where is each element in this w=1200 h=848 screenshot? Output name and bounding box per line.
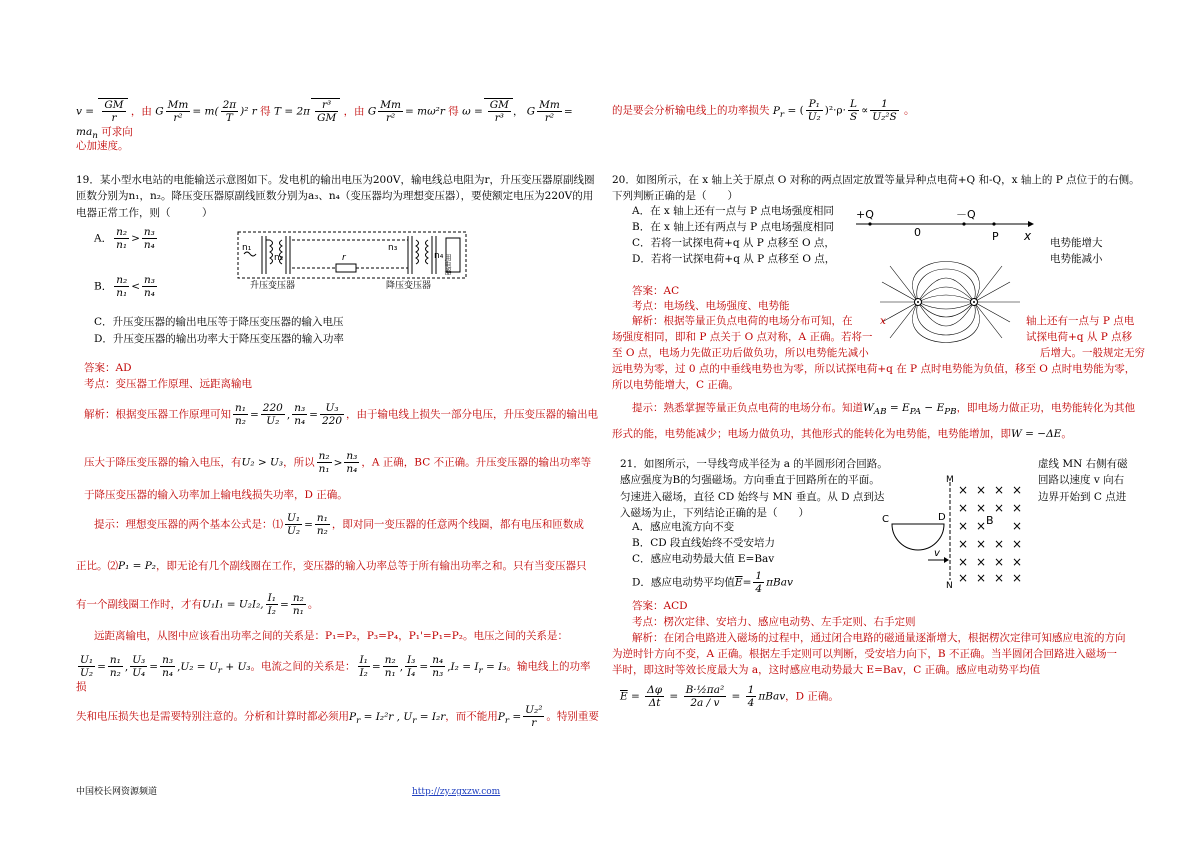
q20-tip-1: 提示：熟悉掌握等量正负点电荷的电场分布。知道$W_{AB} = E_{PA} - E_{PB}$，即电场力做正功，电势能转化为其他 [632, 402, 1136, 418]
gravity-tail: 心加速度。 [76, 140, 129, 152]
label-plus-q: +Q [856, 208, 874, 221]
q20-option-b: B．在 x 轴上还有两点与 P 点电场强度相同 [632, 221, 835, 233]
q20-analysis-1b: x [880, 315, 886, 327]
q19-analysis-2: 压大于降压变压器的输入电压，有U₂ > U₃，所以 $\frac{\text{n₂}}{\text{n₁}}$ > $\frac{\text{n₃}}{\text{n₄}}$ ，A 正确，BC 不正确。升压变压器的输出功率等 [84, 450, 592, 476]
field-lines-figure [876, 258, 1024, 346]
q20-option-d-tail: 电势能减小 [1050, 253, 1103, 265]
q21-analysis-3: 半时，即这时等效长度最大为 a，这时感应电动势最大 E=Bav，C 正确。感应电动势平均值 [612, 664, 1041, 676]
q21-option-c: C．感应电动势最大值 E=Bav [632, 553, 775, 565]
q21-stem-right: 虚线 MN 右侧有磁 回路以速度 v 向右 边界开始到 C 点进 [1038, 458, 1128, 503]
q20-analysis-4: 远电势为零，过 0 点的中垂线电势也为零，所以试探电荷+q 在 P 点时电势能为负值，移至 O 点时电势能为零， [612, 363, 1136, 375]
label-b: B [986, 514, 994, 527]
gravity-formula-line: v = $\frac{GM}{r}$ ，由 G $\frac{Mm}{\text{r²}}$ = m( $\frac{2\pi}{T}$ )² r 得 T = 2π $\frac{\text{r³}}{GM}$ ，由 G $\frac{Mm}{\text{r²}}$ = mω²r 得 ω = $\frac{GM}{\text{r³}}$ ， G $\frac{Mm}{\text{r²}}$ = $ma_n$ 可求向 [76, 99, 573, 142]
q19-far-2: $\frac{\text{U₁}}{\text{U₂}}$ = $\frac{\text{n₁}}{\text{n₂}}$ , $\frac{\text{U₃}}{\text{U₄}}$ = $\frac{\text{n₃}}{\text{n₄}}$ $,U_2 = U_r + U_3$。电流之间的关系是： $\frac{\text{I₁}}{\text{I₂}}$ = $\frac{\text{n₂}}{\text{n₁}}$ , $\frac{\text{I₃}}{\text{I₄}}$ = $\frac{\text{n₄}}{\text{n₃}}$ $,I_2 = I_r = I_3$。输电线上的功率损 [76, 654, 591, 694]
q20-tip-2: 形式的能，电势能减少；电场力做负功，其他形式的能转化为电势能，电势能增加，即W = −ΔE。 [612, 428, 1072, 440]
svg-text:×: × [976, 501, 987, 515]
label-n4: n₄ [434, 251, 444, 261]
label-step-down: 降压变压器 [386, 281, 432, 291]
svg-text:×: × [958, 537, 969, 551]
label-x-axis: x [1024, 229, 1032, 243]
label-v: v [934, 548, 940, 559]
q21-option-d: D．感应电动势平均值$\overline{E}=$ $\frac{1}{4}$ πBav [632, 570, 793, 596]
svg-text:×: × [1012, 555, 1023, 569]
q20-analysis-5: 所以电势能增大，C 正确。 [612, 379, 739, 391]
q21-stem-left: 21．如图所示，一导线弯成半径为 a 的半圆形闭合回路。 感应强度为B的匀强磁场。方向垂直于回路所在的平面。 匀速进入磁场，直径 CD 始终与 MN 垂直。从 D 点到达 入磁场为止，下列结论正确的是（ ） [620, 458, 888, 519]
label-n1: n₁ [242, 243, 252, 253]
svg-text:×: × [958, 483, 969, 497]
q21-analysis-4: $\overline{E}$ = $\frac{\Delta\varphi}{\Delta t}$ = $\frac{\text{B·½πa²}}{2a / v}$ = $\frac{1}{4}$ πBav，D 正确。 [620, 684, 839, 710]
label-n2: n₂ [274, 253, 284, 263]
svg-text:×: × [1012, 501, 1023, 515]
svg-text:×: × [958, 519, 969, 533]
q19-analysis-1: 解析：根据变压器工作原理可知 $\frac{\text{n₁}}{\text{n₂}}$ = $\frac{220}{\text{U₂}}$ , $\frac{\text{n₃}}{\text{n₄}}$ = $\frac{\text{U₃}}{220}$ ，由于输电线上损失一部分电压，升压变压器的输出电 [84, 402, 599, 428]
svg-text:×: × [994, 483, 1005, 497]
q20-analysis-3b: 后增大。一般规定无穷 [1040, 347, 1145, 359]
q20-option-c-tail: 电势能增大 [1050, 237, 1103, 249]
q20-analysis-1a: 解析：根据等量正负点电荷的电场分布可知，在 [632, 315, 853, 327]
label-step-up: 升压变压器 [250, 281, 296, 291]
q20-option-a: A．在 x 轴上还有一点与 P 点电场强度相同 [632, 205, 834, 217]
q20-option-c: C．若将一试探电荷+q 从 P 点移至 O 点， [632, 237, 835, 249]
label-load: 用电器 [444, 254, 452, 275]
q19-option-d: D．升压变压器的输出功率大于降压变压器的输入功率 [94, 333, 344, 345]
label-r: r [342, 253, 346, 263]
svg-text:×: × [994, 555, 1005, 569]
transmission-diagram [236, 228, 468, 292]
svg-text:×: × [958, 555, 969, 569]
q20-point: 考点：电场线、电场强度、电势能 [632, 300, 790, 312]
q19-answer: 答案：AD [84, 362, 132, 374]
q19-point: 考点：变压器工作原理、远距离输电 [84, 378, 252, 390]
q21-answer: 答案：ACD [632, 600, 688, 612]
svg-text:×: × [994, 537, 1005, 551]
label-origin: 0 [914, 226, 921, 239]
q20-analysis-2a: 场强度相同，即和 P 点关于 O 点对称，A 正确。若将一 [612, 331, 873, 343]
q20-option-d: D．若将一试探电荷+q 从 P 点移至 O 点， [632, 253, 836, 265]
label-n: N [946, 581, 953, 588]
q19-tip-3: 有一个副线圈工作时，才有U₁I₁ = U₂I₂, $\frac{\text{I₁}}{\text{I₂}}$ = $\frac{\text{n₂}}{\text{n₁}}$ 。 [76, 592, 319, 618]
q21-analysis-1: 解析：在闭合电路进入磁场的过程中，通过闭合电路的磁通量逐渐增大，根据楞次定律可知感应电流的方向 [632, 632, 1126, 644]
svg-text:×: × [1012, 519, 1023, 533]
q20-stem: 20．如图所示，在 x 轴上关于原点 O 对称的两点固定放置等量异种点电荷+Q 和-Q，x 轴上的 P 点位于的右侧。 下列判断正确的是（ ） [612, 174, 1140, 203]
svg-text:×: × [1012, 537, 1023, 551]
label-minus-q: －Q [956, 208, 976, 221]
svg-text:×: × [976, 571, 987, 585]
q19-stem: 19．某小型水电站的电能输送示意图如下。发电机的输出电压为200V，输电线总电阻为r，升压变压器原副线圈 匝数分别为n₁，n₂。降压变压器原副线匝数分别为a₃、n₄（变压器均为理想变压器），要使额定电压为220V的用 电器正常工作，则（ ） [76, 174, 595, 219]
footer-link[interactable]: http://zy.zgxzw.com [412, 787, 501, 797]
svg-text:×: × [976, 519, 987, 533]
q19-option-a: A． $\frac{\text{n₂}}{\text{n₁}}$ > $\frac{\text{n₃}}{\text{n₄}}$ [94, 226, 155, 252]
q20-analysis-1c: 轴上还有一点与 P 点电 [1026, 315, 1135, 327]
q21-option-b: B．CD 段直线始终不受安培力 [632, 537, 776, 549]
svg-text:×: × [976, 537, 987, 551]
svg-text:×: × [994, 501, 1005, 515]
label-p: P [992, 230, 999, 243]
q20-analysis-2b: 试探电荷+q 从 P 点移 [1026, 331, 1133, 343]
q20-answer: 答案：AC [632, 285, 680, 297]
semicircle-field-figure [878, 474, 1042, 588]
svg-text:×: × [976, 555, 987, 569]
svg-text:×: × [1012, 483, 1023, 497]
label-d: D [938, 512, 946, 523]
q19-analysis-3: 于降压变压器的输入功率加上输电线损失功率，D 正确。 [84, 489, 348, 501]
q19-far-3: 失和电压损失也是需要特别注意的。分析和计算时都必须用$P_r = I_2^2r$ , $U_r = I_2r$，而不能用$P_r$ = $\frac{\text{U₂²}}{r}$ 。特别重要 [76, 704, 599, 730]
label-n3: n₃ [388, 243, 398, 253]
label-m: M [946, 475, 954, 485]
q20-analysis-3a: 至 O 点，电场力先做正功后做负功，所以电势能先减小 [612, 347, 869, 359]
q19-option-c: C．升压变压器的输出电压等于降压变压器的输入电压 [94, 316, 344, 328]
q19-option-b: B． $\frac{\text{n₂}}{\text{n₁}}$ < $\frac{\text{n₃}}{\text{n₄}}$ [94, 274, 155, 300]
q19-far-1: 远距离输电，从图中应该看出功率之间的关系是：P₁=P₂，P₃=P₄，P₁'=P₁=P₂。电压之间的关系是： [94, 630, 568, 642]
charge-axis-figure [852, 204, 1038, 244]
q21-analysis-2: 为逆时针方向不变，A 正确。根据左手定则可以判断，受安培力向下，B 不正确。当半圆闭合回路进入磁场一 [612, 648, 1117, 660]
footer-source: 中国校长网资源频道 [76, 787, 158, 797]
svg-text:×: × [958, 501, 969, 515]
svg-text:×: × [958, 571, 969, 585]
svg-text:×: × [994, 571, 1005, 585]
q21-option-a: A．感应电流方向不变 [632, 521, 735, 533]
power-loss-line: 的是要会分析输电线上的功率损失 $P_r$ = ( $\frac{\text{P₁}}{\text{U₂}}$ )²·ρ· $\frac{L}{S}$ ∝ $\frac{1}{\text{U₂²S}}$ 。 [612, 98, 915, 124]
svg-text:×: × [1012, 571, 1023, 585]
field-crosses [958, 483, 1022, 585]
q19-tip-1: 提示：理想变压器的两个基本公式是：⑴ $\frac{\text{U₁}}{\text{U₂}}$ = $\frac{\text{n₁}}{\text{n₂}}$ ，即对同一变压器的任意两个线圈，都有电压和匝数成 [94, 512, 584, 538]
q21-point: 考点：楞次定律、安培力、感应电动势、左手定则、右手定则 [632, 616, 916, 628]
formula-v: v = [76, 105, 95, 118]
label-c: C [882, 514, 889, 525]
svg-text:×: × [976, 483, 987, 497]
q19-tip-2: 正比。⑵P₁ = P₂，即无论有几个副线圈在工作，变压器的输入功率总等于所有输出功率之和。只有当变压器只 [76, 560, 587, 572]
